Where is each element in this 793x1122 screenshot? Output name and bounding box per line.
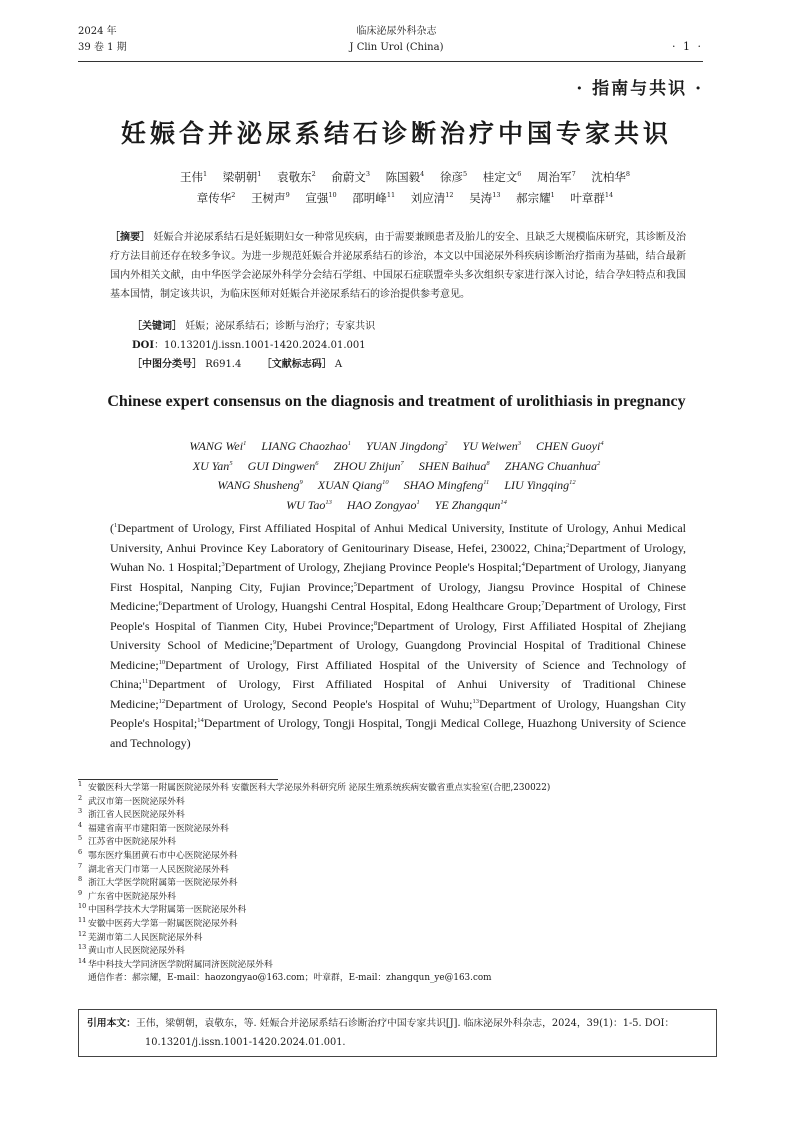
footnote: $^7$ 湖北省天门市第一人民医院泌尿外科 [78, 861, 229, 875]
affiliation-sup: 12 [158, 697, 166, 705]
header-divider [78, 61, 703, 62]
footnote-text: 安徽中医药大学第一附属医院泌尿外科 [88, 918, 238, 929]
en-author-name: XU Yan [192, 458, 230, 473]
abstract-label: ［摘要］ [110, 232, 151, 243]
footnote: $^3$ 浙江省人民医院泌尿外科 [78, 807, 185, 821]
affiliation-text: Department of Urology, Huangshi Central Hospital, Edong Healthcare Group; [161, 599, 542, 613]
en-author-sup: 13 [325, 498, 332, 506]
en-author [333, 459, 403, 473]
cn-author-sup: 4 [420, 170, 425, 179]
en-author-name: WANG Shusheng [217, 478, 300, 492]
doc-code-label: ［文献标志码］ [261, 359, 332, 370]
cn-author [386, 170, 425, 184]
cn-author-sup: 1 [202, 170, 208, 179]
corresponding-author: 通信作者：郝宗耀，E-mail：haozongyao@163.com；叶章群，E-mail：zhangqun_ye@163.com [88, 973, 492, 984]
affiliation-sup: 7 [541, 600, 545, 607]
footnotes [78, 782, 718, 986]
footnote-text: 福建省南平市建阳第一医院泌尿外科 [88, 823, 229, 834]
affiliation-text: Department of Urology, Tongji Hospital, Tongji Medical College, Huazhong University of Science and Technology [110, 716, 686, 750]
en-author-sup: 12 [569, 479, 576, 486]
cn-author [411, 191, 454, 205]
affiliation-text: Department of Urology, First Affiliated Hospital of Zhejiang University School of Medicine; [110, 618, 687, 652]
cn-author-sup: 11 [386, 191, 396, 200]
citation-box [78, 1009, 717, 1057]
issue-year: 2024 年 [78, 26, 117, 37]
affiliation-text: Department of Urology, Second People's Hospital of Wuhu; [165, 696, 473, 711]
en-author-name: CHEN Guoyi [536, 439, 601, 453]
affiliation-text: Department of Urology, First People's Hospital of Tianmen City, Hubei Province; [110, 599, 686, 633]
cn-author-sup: 3 [365, 170, 371, 179]
cn-author [277, 170, 316, 184]
abstract-text: 妊娠合并泌尿系结石是妊娠期妇女一种常见疾病，由于需要兼顾患者及胎儿的安全、且缺乏大规模临床研究，其诊断及治疗方法目前还存在较多争议。为进一步规范妊娠合并泌尿系结石的诊治，本文以中国泌尿外科疾病诊断治疗指南为基础，结合最新国内外相关文献，由中华医学会泌尿外科学分会结石学组、中国尿石症联盟牵头多次组织专家进行深入讨论，结合孕妇特点和我国基本国情，制定该共识，为临床医师对妊娠合并泌尿系结石的诊治提供参考意见。 [110, 232, 687, 300]
en-author [248, 459, 319, 473]
en-author-name: YU Weiwen [462, 439, 518, 453]
cn-author [440, 170, 467, 184]
cn-author [305, 191, 336, 205]
en-author [286, 498, 332, 512]
affiliation-sup: 1 [114, 522, 118, 529]
en-author [366, 439, 448, 453]
footnote: $^{10}$ 中国科学技术大学附属第一医院泌尿外科 [78, 902, 247, 916]
en-author [217, 478, 302, 492]
citation-text: 王伟，梁朝朝，袁敬东，等. 妊娠合并泌尿系结石诊断治疗中国专家共识[J]. 临床泌尿外科杂志，2024，39(1)：1-5. DOI：10.13201/j.issn.1001-1420.2024.01.001. [135, 1018, 675, 1048]
en-author-sup: 5 [229, 459, 233, 467]
footnote-text: 浙江省人民医院泌尿外科 [88, 810, 185, 821]
affiliation-text: Department of Urology, Wuhan No. 1 Hospital; [110, 540, 686, 574]
cn-author-name: 沈柏华 [591, 170, 626, 184]
footnote: $^{12}$ 芜湖市第二人民医院泌尿外科 [78, 929, 203, 943]
affiliation-sup: 6 [158, 600, 162, 607]
en-author [536, 439, 604, 453]
en-author [404, 478, 490, 492]
cn-author [570, 191, 613, 205]
cn-author [537, 170, 576, 184]
classification [132, 355, 687, 374]
citation [87, 1014, 710, 1052]
en-author [463, 439, 521, 453]
en-author-name: GUI Dingwen [247, 458, 316, 473]
cn-author-name: 徐彦 [439, 170, 463, 184]
footnote-text: 芜湖市第二人民医院泌尿外科 [88, 932, 203, 943]
cn-author-sup: 2 [311, 170, 316, 179]
en-author-sup: 2 [597, 459, 601, 467]
en-author-sup: 6 [315, 459, 319, 467]
doi-text: ：10.13201/j.issn.1001-1420.2024.01.001 [154, 340, 366, 351]
en-author-name: XUAN Qiang [317, 478, 383, 492]
cn-author [483, 170, 522, 184]
affiliation-text: Department of Urology, Jiangsu Province Hospital of Chinese Medicine; [110, 579, 686, 613]
en-author-sup: 11 [483, 479, 490, 486]
authors-cn [110, 167, 700, 209]
en-author-sup: 8 [486, 459, 490, 467]
en-author-sup: 10 [382, 479, 389, 486]
cn-author-name: 王树声 [251, 191, 286, 205]
cn-author-sup: 7 [571, 170, 576, 179]
journal-name-cn: 临床泌尿外科杂志 [356, 26, 437, 37]
authors-en [100, 437, 693, 515]
footnote: $^8$ 浙江大学医学院附属第一医院泌尿外科 [78, 875, 238, 889]
journal-name-en: J Clin Urol (China) [349, 42, 444, 53]
en-author-sup: 7 [400, 459, 404, 467]
footnote-text: 安徽医科大学第一附属医院泌尿外科 安徽医科大学泌尿外科研究所 泌尿生殖系统疾病安徽省重点实验室(合肥,230022) [88, 783, 551, 793]
footnote: $^{11}$ 安徽中医药大学第一附属医院泌尿外科 [78, 916, 238, 929]
en-author-name: YE Zhangqun [434, 497, 501, 512]
cn-author-sup: 1 [257, 170, 262, 179]
footnote: $^5$ 江苏省中医院泌尿外科 [78, 834, 176, 848]
cn-author [469, 191, 500, 205]
clc-value: R691.4 [205, 359, 242, 370]
cn-author-name: 郝宗耀 [516, 191, 551, 205]
en-author [435, 498, 507, 512]
affiliation-sup: 3 [221, 561, 225, 568]
footnote: $^2$ 武汉市第一医院泌尿外科 [78, 793, 185, 807]
abstract [110, 228, 686, 304]
cn-author-sup: 1 [550, 191, 555, 200]
doi [132, 336, 687, 355]
cn-author-name: 周治军 [537, 170, 572, 184]
cn-author [591, 170, 630, 184]
affiliation-text: Department of Urology, Huangshan City People's Hospital; [110, 696, 687, 730]
footnote-text: 武汉市第一医院泌尿外科 [88, 796, 185, 807]
clc-label: ［中图分类号］ [132, 359, 202, 370]
title-en: Chinese expert consensus on the diagnosis and treatment of urolithiasis in pregnancy [107, 393, 686, 410]
en-author-name: ZHANG Chuanhua [504, 458, 598, 473]
cn-author-sup: 12 [445, 191, 454, 200]
affiliation-sup: 10 [158, 658, 166, 666]
footnote-text: 浙江大学医学院附属第一医院泌尿外科 [88, 878, 238, 889]
footnote-divider [78, 779, 278, 780]
en-author [347, 498, 420, 512]
affiliation-sup: 8 [373, 619, 378, 627]
cn-author-name: 陈国毅 [385, 170, 421, 184]
footnote: $^{14}$ 华中科技大学同济医学院附属同济医院泌尿外科 [78, 956, 273, 970]
en-author [504, 478, 575, 492]
en-author-name: HAO Zongyao [346, 497, 417, 512]
en-author-sup: 1 [416, 498, 420, 506]
cn-author-name: 梁朝朝 [222, 170, 258, 184]
en-author-name: SHAO Mingfeng [403, 478, 484, 492]
en-author-name: YUAN Jingdong [365, 439, 445, 453]
footnote: $^6$ 鄂东医疗集团黄石市中心医院泌尿外科 [78, 848, 238, 861]
affiliation-sup: 4 [521, 561, 525, 568]
affiliation-sup: 9 [272, 639, 277, 646]
affiliation-sup: 2 [565, 541, 570, 549]
cn-author-sup: 10 [328, 191, 337, 200]
cn-author-name: 袁敬东 [277, 170, 312, 184]
citation-label: 引用本文： [87, 1018, 136, 1029]
affiliation-text: Department of Urology, First Affiliated Hospital of Anhui University of Traditional Chinese Medicine; [110, 677, 686, 711]
cn-author [197, 191, 236, 205]
footnote: $^4$ 福建省南平市建阳第一医院泌尿外科 [78, 820, 229, 834]
cn-author-name: 桂定文 [482, 170, 518, 184]
cn-author [180, 170, 207, 184]
footnote-text: 广东省中医院泌尿外科 [88, 891, 176, 902]
en-author-name: ZHOU Zhijun [333, 458, 401, 473]
affiliations-en: ($^1$Department of Urology, First Affiliated Hospital of Anhui Medical University, Institute of Urology, Anhui Medical University, Anhui Province Key Laboratory of Genitourinary Disease, Hefei, 230022, China;$^2$Department of Urology, Wuhan No. 1 Hospital;$^3$Department of Urology, Zhejiang Province People's Hospital;$^4$Department of Urology, Jianyang First Hospital, Nanping City, Fujian Province;$^5$Department of Urology, Jiangsu Province Hospital of Chinese Medicine;$^6$Department of Urology, Huangshi Central Hospital, Edong Healthcare Group;$^7$Department of Urology, First People's Hospital of Tianmen City, Hubei Province;$^8$Department of Urology, First Affiliated Hospital of Zhejiang University School of Medicine;$^9$Department of Urology, Guangdong Provincial Hospital of Traditional Chinese Medicine;$^{10}$Department of Urology, First Affiliated Hospital of the University of Science and Technology of China;$^{11}$Department of Urology, First Affiliated Hospital of Anhui University of Traditional Chinese Medicine;$^{12}$Department of Urology, Second People's Hospital of Wuhu;$^{13}$Department of Urology, Huangshan City People's Hospital;$^{14}$Department of Urology, Tongji Hospital, Tongji Medical College, Huazhong University of Science and Technology) [110, 521, 687, 750]
affiliation-text: Department of Urology, Guangdong Provincial Hospital of Traditional Chinese Medicine; [110, 638, 687, 672]
en-author [193, 459, 233, 473]
footnote: $^1$ 安徽医科大学第一附属医院泌尿外科 安徽医科大学泌尿外科研究所 泌尿生殖系统疾病安徽省重点实验室(合肥,230022) [78, 780, 551, 793]
en-author-sup: 9 [299, 479, 303, 486]
affiliation-sup: 14 [197, 717, 204, 724]
cn-author-name: 王伟 [179, 170, 203, 184]
affiliation-sup: 11 [142, 678, 149, 685]
footnote-text: 中国科学技术大学附属第一医院泌尿外科 [88, 905, 247, 916]
footnote-text: 湖北省天门市第一人民医院泌尿外科 [88, 864, 229, 875]
cn-author [251, 191, 290, 205]
cn-author-sup: 5 [462, 170, 468, 179]
keywords-label: ［关键词］ [132, 321, 182, 332]
cn-author-name: 叶章群 [570, 191, 605, 205]
issue-volume: 39 卷 1 期 [78, 42, 127, 53]
doc-code-value: A [334, 359, 343, 370]
footnote: $^9$ 广东省中医院泌尿外科 [78, 888, 176, 902]
en-author [505, 459, 601, 473]
en-author-sup: 4 [600, 440, 604, 447]
cn-author [331, 170, 370, 184]
en-author [189, 439, 246, 453]
en-author-name: LIU Yingqing [504, 478, 570, 492]
cn-author [352, 191, 395, 205]
footnote-text: 华中科技大学同济医学院附属同济医院泌尿外科 [88, 959, 273, 970]
cn-author-name: 章传华 [196, 191, 232, 205]
affiliation-sup: 5 [353, 580, 358, 588]
section-label: · 指南与共识 · [576, 79, 703, 99]
cn-author-sup: 6 [517, 170, 522, 179]
en-author [419, 459, 490, 473]
footnote-text: 江苏省中医院泌尿外科 [88, 837, 176, 848]
en-author-sup: 3 [517, 440, 522, 447]
en-author-name: WANG Wei [189, 439, 244, 453]
en-author-name: SHEN Baihua [418, 458, 487, 473]
cn-author-sup: 8 [625, 170, 630, 179]
cn-author-sup: 13 [492, 191, 501, 200]
footnote: $^{13}$ 黄山市人民医院泌尿外科 [78, 943, 185, 957]
cn-author-name: 俞蔚文 [331, 170, 366, 184]
affiliation-text: Department of Urology, First Affiliated Hospital of the University of Science and Technology of China; [110, 657, 686, 691]
cn-author-name: 宣强 [305, 191, 329, 205]
affiliation-text: Department of Urology, Zhejiang Province People's Hospital; [224, 560, 522, 574]
en-author-name: LIANG Chaozhao [261, 439, 348, 453]
en-author-sup: 2 [444, 440, 448, 447]
title-cn: 妊娠合并泌尿系结石诊断治疗中国专家共识 [120, 119, 672, 148]
cn-author [516, 191, 555, 205]
cn-author [223, 170, 262, 184]
cn-author-sup: 2 [231, 191, 236, 200]
affiliation-sup: 13 [472, 697, 480, 705]
footnote-text: 鄂东医疗集团黄石市中心医院泌尿外科 [88, 850, 238, 861]
cn-author-name: 邵明峰 [352, 191, 387, 205]
footnote-text: 黄山市人民医院泌尿外科 [88, 946, 185, 957]
cn-author-name: 刘应清 [410, 191, 446, 205]
doi-label: DOI [132, 340, 155, 351]
affiliation-text: Department of Urology, First Affiliated Hospital of Anhui Medical University, Institute of Urology, Anhui Medical University, Anhui Province Key Laboratory of Genitourinary Disease, Hefei, 230022, China; [110, 521, 686, 555]
en-author-sup: 1 [347, 440, 351, 447]
en-author-name: WU Tao [286, 497, 326, 512]
en-author-sup: 1 [243, 440, 247, 447]
cn-author-sup: 14 [604, 191, 614, 200]
cn-author-sup: 9 [285, 191, 290, 200]
keywords [132, 317, 687, 336]
affiliation-text: Department of Urology, Jianyang First Hospital, Nanping City, Fujian Province; [110, 560, 687, 594]
keywords-text: 妊娠；泌尿系结石；诊断与治疗；专家共识 [185, 321, 376, 332]
en-author-sup: 14 [500, 498, 507, 506]
en-author [318, 478, 389, 492]
en-author [261, 439, 351, 453]
cn-author-name: 吴涛 [469, 191, 493, 205]
page-number: · 1 · [672, 40, 703, 53]
